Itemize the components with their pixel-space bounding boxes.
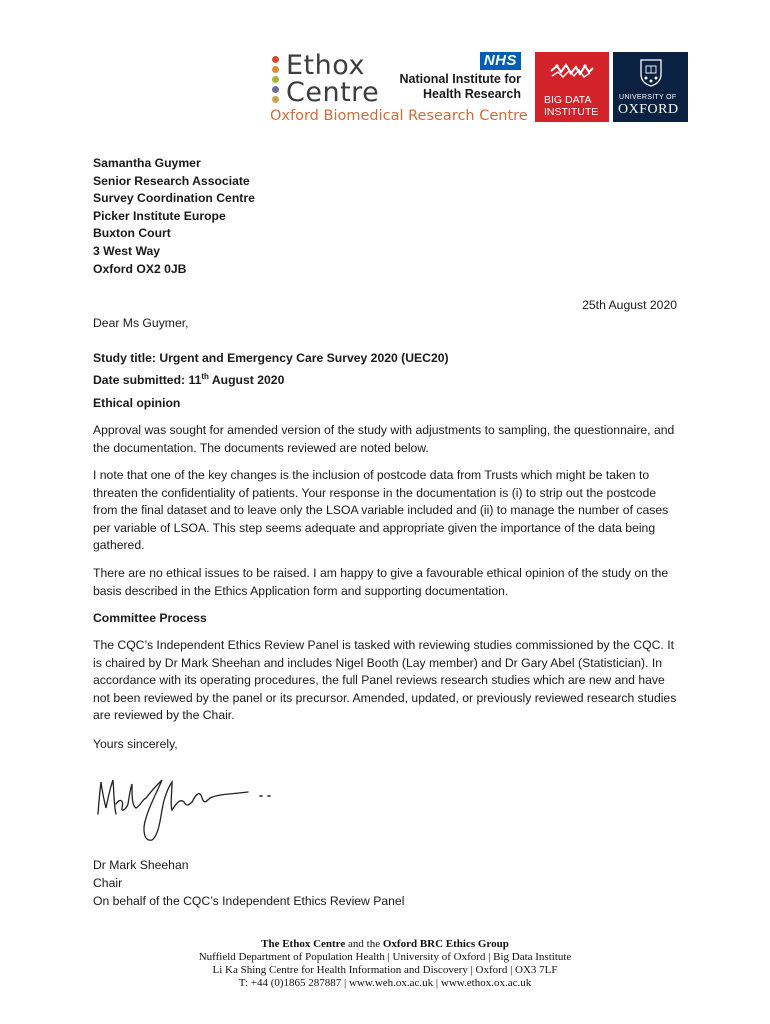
signer-block bbox=[93, 857, 404, 910]
letter-footer bbox=[0, 938, 770, 990]
ethox-logo-line1: Ethox bbox=[286, 50, 365, 81]
salutation: Dear Ms Guymer, bbox=[93, 316, 189, 330]
signer-role: Chair bbox=[93, 875, 123, 890]
recipient-line: Oxford OX2 0JB bbox=[93, 261, 187, 276]
oxford-logo-line1: UNIVERSITY OF bbox=[619, 94, 677, 101]
ethical-paragraph-2: I note that one of the key changes is the inclusion of postcode data from Trusts which might be taken to threaten the confidentiality of patients. Your response in the documentation is (i) to strip out the postcode from the final dataset and to leave only the LSOA variable included and (ii) to manage the number of cases per variable of LSOA. This step seems adequate and appropriate given the importance of the data being gathered. bbox=[93, 468, 669, 552]
ethox-dot bbox=[272, 96, 279, 103]
ethox-dot bbox=[272, 76, 279, 83]
recipient-line: Buxton Court bbox=[93, 226, 171, 241]
ethox-logo-subtitle: Oxford Biomedical Research Centre bbox=[270, 108, 528, 124]
big-data-text bbox=[544, 94, 598, 118]
recipient-line: Senior Research Associate bbox=[93, 173, 250, 188]
signer-on-behalf: On behalf of the CQC’s Independent Ethics Review Panel bbox=[93, 893, 405, 908]
recipient-address bbox=[93, 155, 255, 278]
nihr-logo-line1: National Institute for bbox=[399, 72, 521, 86]
closing: Yours sincerely, bbox=[93, 737, 178, 751]
handwritten-signature bbox=[92, 770, 282, 848]
recipient-line: Samantha Guymer bbox=[93, 156, 201, 170]
big-data-pattern-icon bbox=[549, 62, 595, 80]
ethical-paragraph-1: Approval was sought for amended version of the study with adjustments to sampling, the questionnaire, and the documentation. The documents reviewed are noted below. bbox=[93, 423, 675, 455]
oxford-logo-line2: OXFORD bbox=[618, 102, 679, 117]
signer-name: Dr Mark Sheehan bbox=[93, 858, 189, 872]
nhs-badge: NHS bbox=[480, 52, 521, 70]
ethox-dot bbox=[272, 86, 279, 93]
big-data-line1: BIG DATA bbox=[544, 94, 592, 106]
ethical-paragraph-3: There are no ethical issues to be raised. I am happy to give a favourable ethical opinion of the study on the basis described in the Ethics Application form and supporting documentation. bbox=[93, 566, 669, 598]
oxford-crest-icon bbox=[639, 58, 663, 88]
ethox-logo-line2: Centre bbox=[286, 77, 380, 108]
ethox-dot bbox=[272, 56, 279, 63]
big-data-institute-logo bbox=[535, 52, 609, 122]
date-submitted bbox=[93, 368, 449, 386]
footer-org-1: The Ethox Centre bbox=[261, 938, 346, 950]
committee-paragraph: The CQC’s Independent Ethics Review Panel is tasked with reviewing studies commissioned by the CQC. It is chaired by Dr Mark Sheehan and includes Nigel Booth (Lay member) and Dr Gary Abel (Statistician). In accordance with its operating procedures, the full Panel reviews research studies which are new and have not been reviewed by the panel or its precursor. Amended, updated, or previously reviewed research studies are reviewed by the Chair. bbox=[93, 638, 677, 722]
footer-line-3: Li Ka Shing Centre for Health Information and Discovery | Oxford | OX3 7LF bbox=[212, 964, 558, 976]
study-info bbox=[93, 350, 449, 385]
footer-line-1 bbox=[0, 938, 770, 951]
footer-line-4: T: +44 (0)1865 287887 | www.weh.ox.ac.uk | www.ethox.ox.ac.uk bbox=[238, 977, 532, 989]
ethox-dot bbox=[272, 66, 279, 73]
committee-process-heading: Committee Process bbox=[93, 611, 207, 625]
recipient-line: 3 West Way bbox=[93, 243, 161, 258]
university-of-oxford-logo bbox=[613, 52, 688, 122]
footer-and: and the bbox=[345, 938, 383, 950]
date-submitted-prefix: Date submitted: 11 bbox=[93, 372, 202, 387]
date-submitted-suffix: August 2020 bbox=[208, 372, 285, 387]
ethical-opinion-heading: Ethical opinion bbox=[93, 396, 181, 410]
big-data-line2: INSTITUTE bbox=[544, 106, 599, 118]
recipient-line: Picker Institute Europe bbox=[93, 208, 226, 223]
footer-line-2: Nuffield Department of Population Health | University of Oxford | Big Data Institute bbox=[198, 951, 572, 963]
ethox-dots-icon bbox=[272, 56, 282, 106]
study-title: Study title: Urgent and Emergency Care Survey 2020 (UEC20) bbox=[93, 351, 449, 365]
nihr-logo bbox=[388, 52, 523, 102]
date-submitted-sup: th bbox=[201, 371, 209, 381]
recipient-line: Survey Coordination Centre bbox=[93, 191, 255, 206]
footer-org-2: Oxford BRC Ethics Group bbox=[382, 938, 509, 950]
nihr-logo-line2: Health Research bbox=[423, 87, 521, 101]
letter-date: 25th August 2020 bbox=[582, 298, 677, 312]
